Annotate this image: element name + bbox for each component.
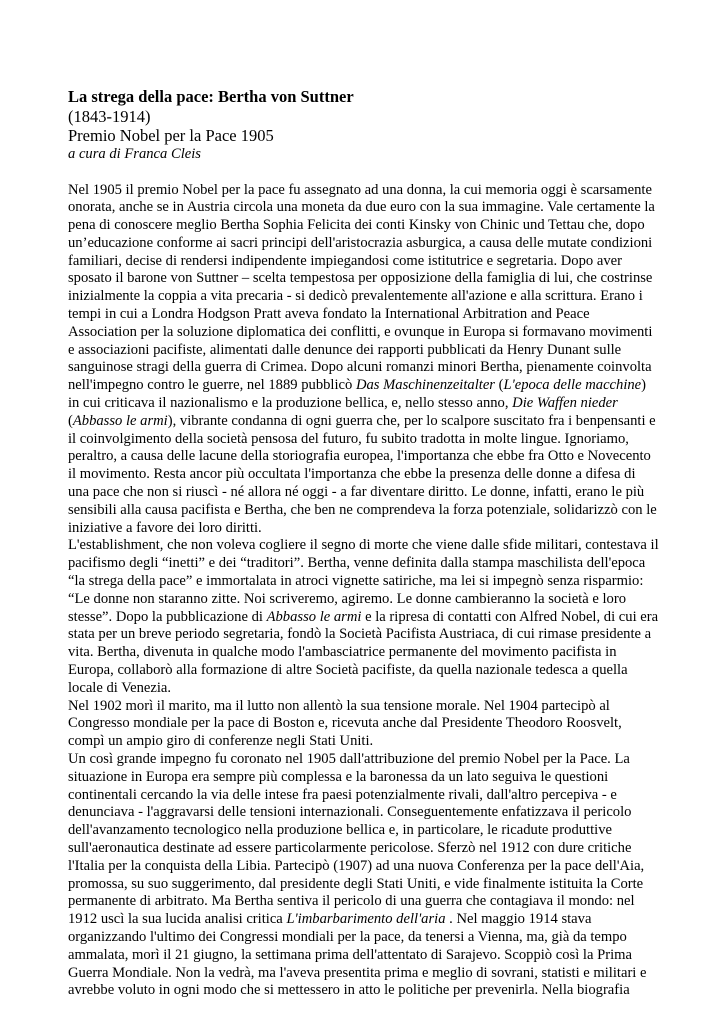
document-years: (1843-1914) [68,106,151,126]
paragraph-4 [68,751,660,1000]
paragraph-1-text-4: ( [68,412,73,429]
paragraph-1-text-1: Nel 1905 il premio Nobel per la pace fu assegnato ad una donna, la cui memoria oggi è scarsamente onorata, anche se in Austria circola una moneta da due euro con la sua immagine. Vale certamente la pena di conoscere meglio Bertha Sophia Felicita dei conti Kinsky von Chinic und Tettau che, dopo un’educazione conforme ai sacri principi dell'aristocrazia asburgica, a causa delle mutate condizioni familiari, decise di rendersi indipendente impiegandosi come istitutrice e segretaria. Dopo aver sposato il barone von Suttner – scelta tempestosa per opposizione della famiglia di lui, che costrinse inizialmente la coppia a vita precaria - si dedicò prevalentemente all'azione e alla scrittura. Erano i tempi in cui a Londra Hodgson Pratt aveva fondato la International Arbitration and Peace Association per la soluzione diplomatica dei conflitti, e ovunque in Europa si formavano movimenti e associazioni pacifiste, alimentati dalle denunce dei rapporti pubblicati da Henry Dunant sulle sanguinose stragi della guerra di Crimea. Dopo alcuni romanzi minori Bertha, pienamente coinvolta nell'impegno contro le guerre, nel 1889 pubblicò [68,181,655,394]
paragraph-2-text-1: L'establishment, che non voleva cogliere il segno di morte che viene dalle sfide militari, contestava il pacifismo degli “inetti” e dei “traditori”. Bertha, venne definita dalla stampa maschilista dell'epoca “la strega della pace” e immortalata in atroci vignette satiriche, ma lei si impegnò senza risparmio: “Le donne non staranno zitte. Noi scriveremo, agiremo. Le donne cambieranno la società e loro stesse”. Dopo la pubblicazione di [68,537,659,625]
document-page [68,87,660,1000]
paragraph-1 [68,182,660,538]
paragraph-1-text-5: ), vibrante condanna di ogni guerra che, per lo scalpore suscitato fra i benpensanti e il coinvolgimento della società pensosa del futuro, fu subito tradotta in molte lingue. Ignoriamo, peraltro, a causa delle lacune della storiografia europea, l'importanza che ebbe fra Otto e Novecento il movimento. Resta ancor più occultata l'importanza che ebbe la presenza delle donne a difesa di una pace che non si riuscì - né allora né oggi - a far diventare diritto. Le donne, infatti, erano le più sensibili alla causa pacifista e Bertha, che ben ne comprendeva la forza potenziale, solidarizzò con le iniziative a favore dei loro diritti. [68,412,657,536]
book-title-maschinenzeitalter: Das Maschinenzeitalter [355,377,495,394]
book-title-waffen-nieder: Die Waffen nieder [512,395,618,412]
paragraph-2-text-2: e la ripresa di contatti con Alfred Nobel, di cui era stata per un breve periodo segretaria, fondò la Società Pacifista Austriaca, di cui rimase presidente a vita. Bertha, divenuta in qualche modo l'ambasciatrice permanente del movimento pacifista in Europa, collaborò alla formazione di altre Società pacifiste, da quella nazionale tedesca a quella locale di Venezia. [68,608,659,696]
document-body [68,182,660,1001]
paragraph-3: Nel 1902 morì il marito, ma il lutto non allentò la sua tensione morale. Nel 1904 partecipò al Congresso mondiale per la pace di Boston e, ricevuta anche dal Presidente Theodoro Roosvelt, compì un ampio giro di conferenze negli Stati Uniti. [68,697,622,750]
paragraph-1-text-3: ) in cui criticava il nazionalismo e la produzione bellica, e, nello stesso anno, [68,377,647,412]
document-editor: a cura di Franca Cleis [68,145,201,162]
document-prize: Premio Nobel per la Pace 1905 [68,126,274,145]
book-title-abbasso-armi-2: Abbasso le armi [266,608,362,625]
paragraph-4-text-2: . Nel maggio 1914 stava organizzando l'ultimo dei Congressi mondiali per la pace, da tenersi a Vienna, ma, già da tempo ammalata, morì il 21 giugno, la settimana prima dell'attentato di Sarajevo. Scoppiò così la Prima Guerra Mondiale. Non la vedrà, ma l'aveva presentita prima e meglio di sovrani, statisti e militari e avrebbe voluto in ogni modo che si mettessero in atto le politiche per prevenirla. Nella biografia [68,911,647,999]
document-title: La strega della pace: Bertha von Suttner [68,87,354,106]
book-title-imbarbarimento: L'imbarbarimento dell'aria [286,911,446,928]
book-title-epoca-macchine: L'epoca delle macchine [503,377,642,394]
book-title-abbasso-armi: Abbasso le armi [72,412,168,429]
paragraph-2 [68,537,660,697]
paragraph-1-text-2: ( [494,377,504,394]
paragraph-4-text-1: Un così grande impegno fu coronato nel 1905 dall'attribuzione del premio Nobel per la Pace. La situazione in Europa era sempre più complessa e la baronessa da un lato seguiva le questioni continentali cercando la via delle intese fra paesi potenzialmente rivali, dall'altro percepiva - e denunciava - l'aggravarsi delle tensioni internazionali. Conseguentemente enfatizzava il pericolo dell'avanzamento tecnologico nella produzione bellica e, in particolare, le ricadute produttive sull'aeronautica destinate ad essere particolarmente pericolose. Sferzò nel 1912 con dure critiche l'Italia per la conquista della Libia. Partecipò (1907) ad una nuova Conferenza per la pace dell'Aia, promossa, su suo suggerimento, dal presidente degli Stati Uniti, e vide finalmente istituita la Corte permanente di arbitrato. Ma Bertha sentiva il pericolo di una guerra che contagiava il mondo: nel 1912 uscì la sua lucida analisi critica [68,751,645,928]
